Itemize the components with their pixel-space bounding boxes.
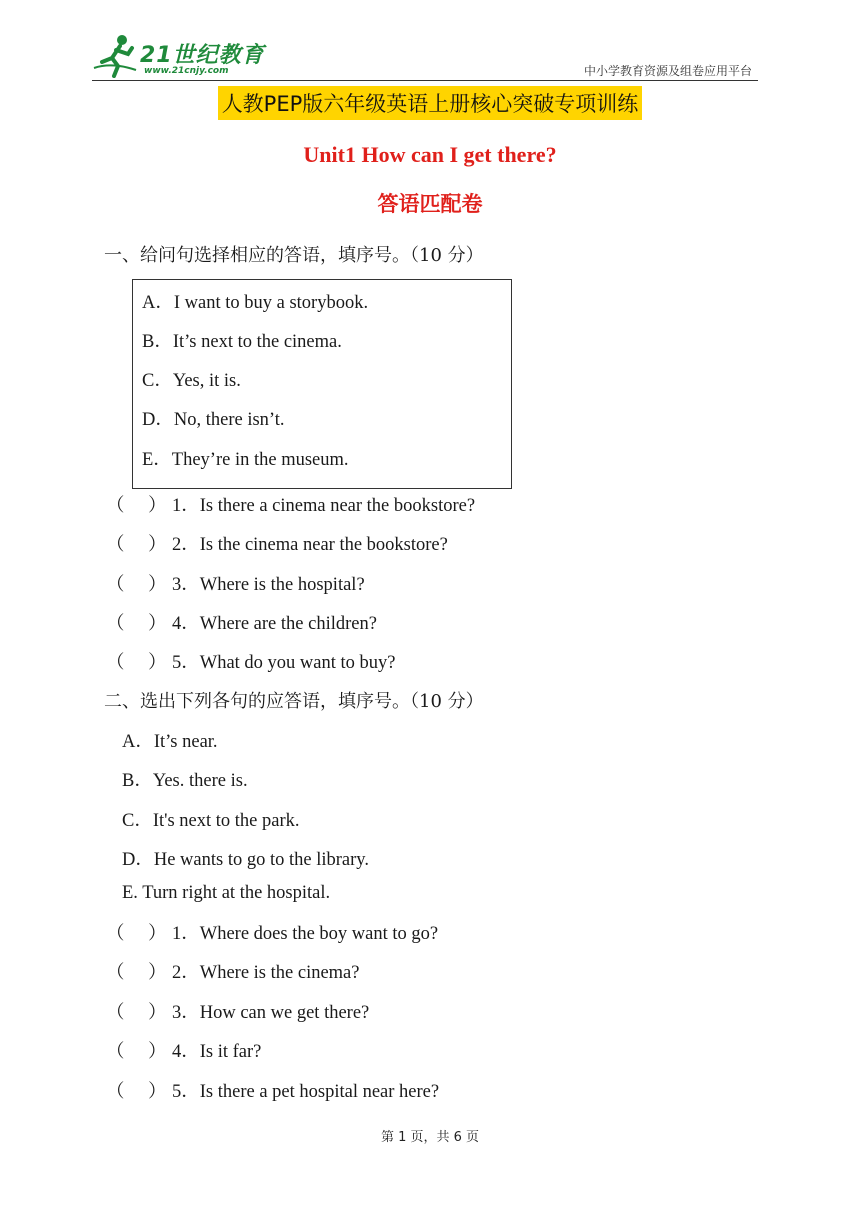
answer-paren-open: （	[106, 963, 125, 983]
answer-paren-open: （	[106, 535, 125, 555]
section2-option: D．He wants to go to the library.	[122, 850, 369, 870]
section1-option: C．Yes, it is.	[142, 371, 241, 391]
answer-paren-close: ）	[148, 496, 167, 516]
question-text: 3．Where is the hospital?	[172, 575, 365, 595]
logo-brand: 21世纪教育	[140, 43, 265, 68]
page-footer: 第 1 页，共 6 页	[380, 1130, 480, 1145]
answer-paren-open: （	[106, 653, 125, 673]
answer-paren-close: ）	[148, 1003, 167, 1023]
answer-paren-open: （	[106, 1042, 125, 1062]
answer-paren-close: ）	[148, 1082, 167, 1102]
section2-option: B．Yes. there is.	[122, 771, 248, 791]
section2-option: C．It's next to the park.	[122, 811, 300, 831]
answer-paren-close: ）	[148, 614, 167, 634]
section2-heading: 二、选出下列各句的应答语，填序号。（10 分）	[104, 691, 484, 712]
section2-option: E. Turn right at the hospital.	[122, 883, 331, 903]
runner-icon	[92, 32, 140, 78]
answer-paren-open: （	[106, 496, 125, 516]
worksheet-subtitle: 答语匹配卷	[377, 192, 483, 216]
header-divider	[92, 80, 758, 81]
section1-option: A．I want to buy a storybook.	[142, 293, 369, 313]
answer-paren-open: （	[106, 614, 125, 634]
answer-paren-open: （	[106, 924, 125, 944]
answer-paren-close: ）	[148, 963, 167, 983]
question-text: 4．Is it far?	[172, 1042, 262, 1062]
answer-paren-close: ）	[148, 653, 167, 673]
question-text: 2．Where is the cinema?	[172, 963, 360, 983]
answer-paren-close: ）	[148, 924, 167, 944]
answer-paren-open: （	[106, 575, 125, 595]
question-text: 5．Is there a pet hospital near here?	[172, 1082, 440, 1102]
question-text: 1．Where does the boy want to go?	[172, 924, 439, 944]
answer-paren-open: （	[106, 1003, 125, 1023]
answer-paren-close: ）	[148, 1042, 167, 1062]
question-text: 5．What do you want to buy?	[172, 653, 396, 673]
section1-option: B．It’s next to the cinema.	[142, 332, 342, 352]
logo-url: www.21cnjy.com	[144, 66, 229, 76]
section1-heading: 一、给问句选择相应的答语，填序号。（10 分）	[104, 245, 484, 266]
question-text: 2．Is the cinema near the bookstore?	[172, 535, 448, 555]
section1-option: D．No, there isn’t.	[142, 410, 285, 430]
section2-option: A．It’s near.	[122, 732, 218, 752]
answer-paren-close: ）	[148, 575, 167, 595]
platform-name: 中小学教育资源及组卷应用平台	[583, 64, 752, 78]
answer-paren-close: ）	[148, 535, 167, 555]
logo	[92, 32, 272, 80]
section1-option: E．They’re in the museum.	[142, 450, 349, 470]
question-text: 3．How can we get there?	[172, 1003, 370, 1023]
page-title: 人教PEP版六年级英语上册核心突破专项训练	[218, 86, 643, 120]
answer-paren-open: （	[106, 1082, 125, 1102]
question-text: 4．Where are the children?	[172, 614, 377, 634]
unit-title: Unit1 How can I get there?	[303, 142, 557, 167]
question-text: 1．Is there a cinema near the bookstore?	[172, 496, 476, 516]
